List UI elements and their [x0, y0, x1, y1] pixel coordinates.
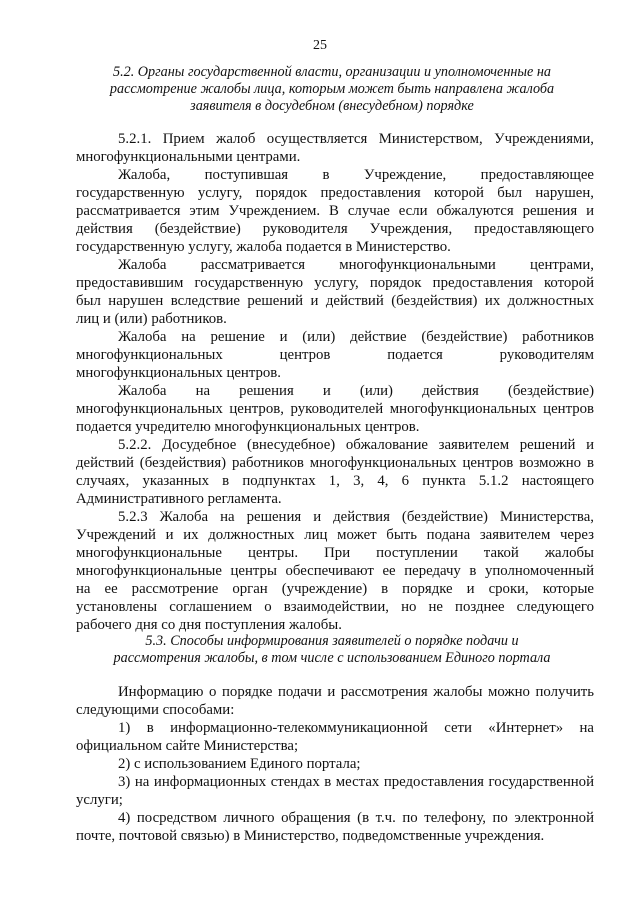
- text-line: многофункциональные центры обеспечивают ее передачу в уполномоченный: [76, 563, 594, 579]
- text-line: был нарушен вследствие решений и действий (бездействия) их должностных: [76, 293, 594, 309]
- text-line: установлены соглашением о взаимодействии, но не позднее следующего: [76, 599, 594, 615]
- text-line: Жалоба на решения и (или) действия (бездействие): [118, 383, 594, 399]
- text-line: Жалоба на решение и (или) действие (бездействие) работников: [118, 329, 594, 345]
- heading-line: рассмотрение жалобы лица, которым может быть направлена жалоба: [109, 81, 555, 97]
- page-number: 25: [313, 38, 327, 53]
- text-line: государственную услугу, жалоба подается в Министерство.: [76, 239, 451, 255]
- text-line: многофункциональных центров.: [76, 365, 281, 381]
- text-line: Учреждений и их должностных лиц может быть подана заявителем через: [76, 527, 594, 543]
- text-line: 5.2.1. Прием жалоб осуществляется Министерством, Учреждениями,: [118, 131, 594, 147]
- heading-line: рассмотрения жалобы, в том числе с использованием Единого портала: [113, 650, 551, 666]
- paragraph-complaint-mfc-workers: [76, 328, 594, 382]
- paragraph-5-2-3: [76, 508, 594, 634]
- text-line: Жалоба, поступившая в Учреждение, предоставляющее: [118, 167, 594, 183]
- text-line: многофункциональных центров подается руководителям: [76, 347, 594, 363]
- text-line: действия (бездействие) руководителя Учреждения, предоставляющего: [76, 221, 594, 237]
- heading-line: 5.2. Органы государственной власти, организации и уполномоченные на: [112, 64, 552, 80]
- text-line: Административного регламента.: [76, 491, 282, 507]
- text-line: 2) с использованием Единого портала;: [118, 756, 361, 772]
- text-line: Информацию о порядке подачи и рассмотрения жалобы можно получить: [118, 684, 594, 700]
- text-line: 5.2.3 Жалоба на решения и действия (бездействие) Министерства,: [118, 509, 594, 525]
- text-line: действий (бездействия) работников многофункциональных центров возможно в: [76, 455, 594, 471]
- heading-line: 5.3. Способы информирования заявителей о порядке подачи и: [145, 633, 519, 649]
- paragraph-complaint-institution: [76, 166, 594, 256]
- text-line: многофункциональными центрами.: [76, 149, 301, 165]
- text-line: на ее рассмотрение орган (учреждение) в порядке и сроки, которые: [76, 581, 594, 597]
- text-line: 3) на информационных стендах в местах предоставления государственной: [118, 774, 594, 790]
- text-line: 4) посредством личного обращения (в т.ч. по телефону, по электронной: [118, 810, 594, 826]
- text-line: предоставившим государственную услугу, порядок предоставления которой: [76, 275, 594, 291]
- text-line: Жалоба рассматривается многофункциональными центрами,: [118, 257, 594, 273]
- paragraph-5-2-1: [76, 130, 594, 166]
- section-5-2-heading: [76, 64, 588, 115]
- section-5-3-heading: [76, 633, 588, 667]
- text-line: лиц и (или) работников.: [76, 311, 227, 327]
- text-line: услуги;: [76, 792, 123, 808]
- paragraph-complaint-mfc-heads: [76, 382, 594, 436]
- text-line: 1) в информационно-телекоммуникационной сети «Интернет» на: [118, 720, 594, 736]
- text-line: официальном сайте Министерства;: [76, 738, 299, 754]
- text-line: почте, почтовой связью) в Министерство, подведомственные учреждения.: [76, 828, 545, 844]
- paragraph-5-2-2: [76, 436, 594, 508]
- text-line: рассматривается этим Учреждением. В случае если обжалуются решения и: [76, 203, 594, 219]
- text-line: многофункциональные центры. При поступлении такой жалобы: [76, 545, 594, 561]
- text-line: подается учредителю многофункциональных центров.: [76, 419, 420, 435]
- list-item-2: [76, 755, 594, 773]
- list-item-1: [76, 719, 594, 755]
- text-line: многофункциональных центров, руководителей многофункциональных центров: [76, 401, 594, 417]
- section-5-3-body: [76, 683, 594, 845]
- list-item-3: [76, 773, 594, 809]
- text-line: следующими способами:: [76, 702, 235, 718]
- paragraph-info-intro: [76, 683, 594, 719]
- text-line: рабочего дня со дня поступления жалобы.: [76, 617, 342, 633]
- text-line: 5.2.2. Досудебное (внесудебное) обжалование заявителем решений и: [118, 437, 594, 453]
- paragraph-complaint-mfc: [76, 256, 594, 328]
- heading-line: заявителя в досудебном (внесудебном) порядке: [190, 98, 474, 114]
- section-5-2-body: [76, 130, 594, 634]
- text-line: государственную услугу, порядок предоставления которой был нарушен,: [76, 185, 594, 201]
- list-item-4: [76, 809, 594, 845]
- text-line: случаях, указанных в подпунктах 1, 3, 4, 6 пункта 5.1.2 настоящего: [76, 473, 594, 489]
